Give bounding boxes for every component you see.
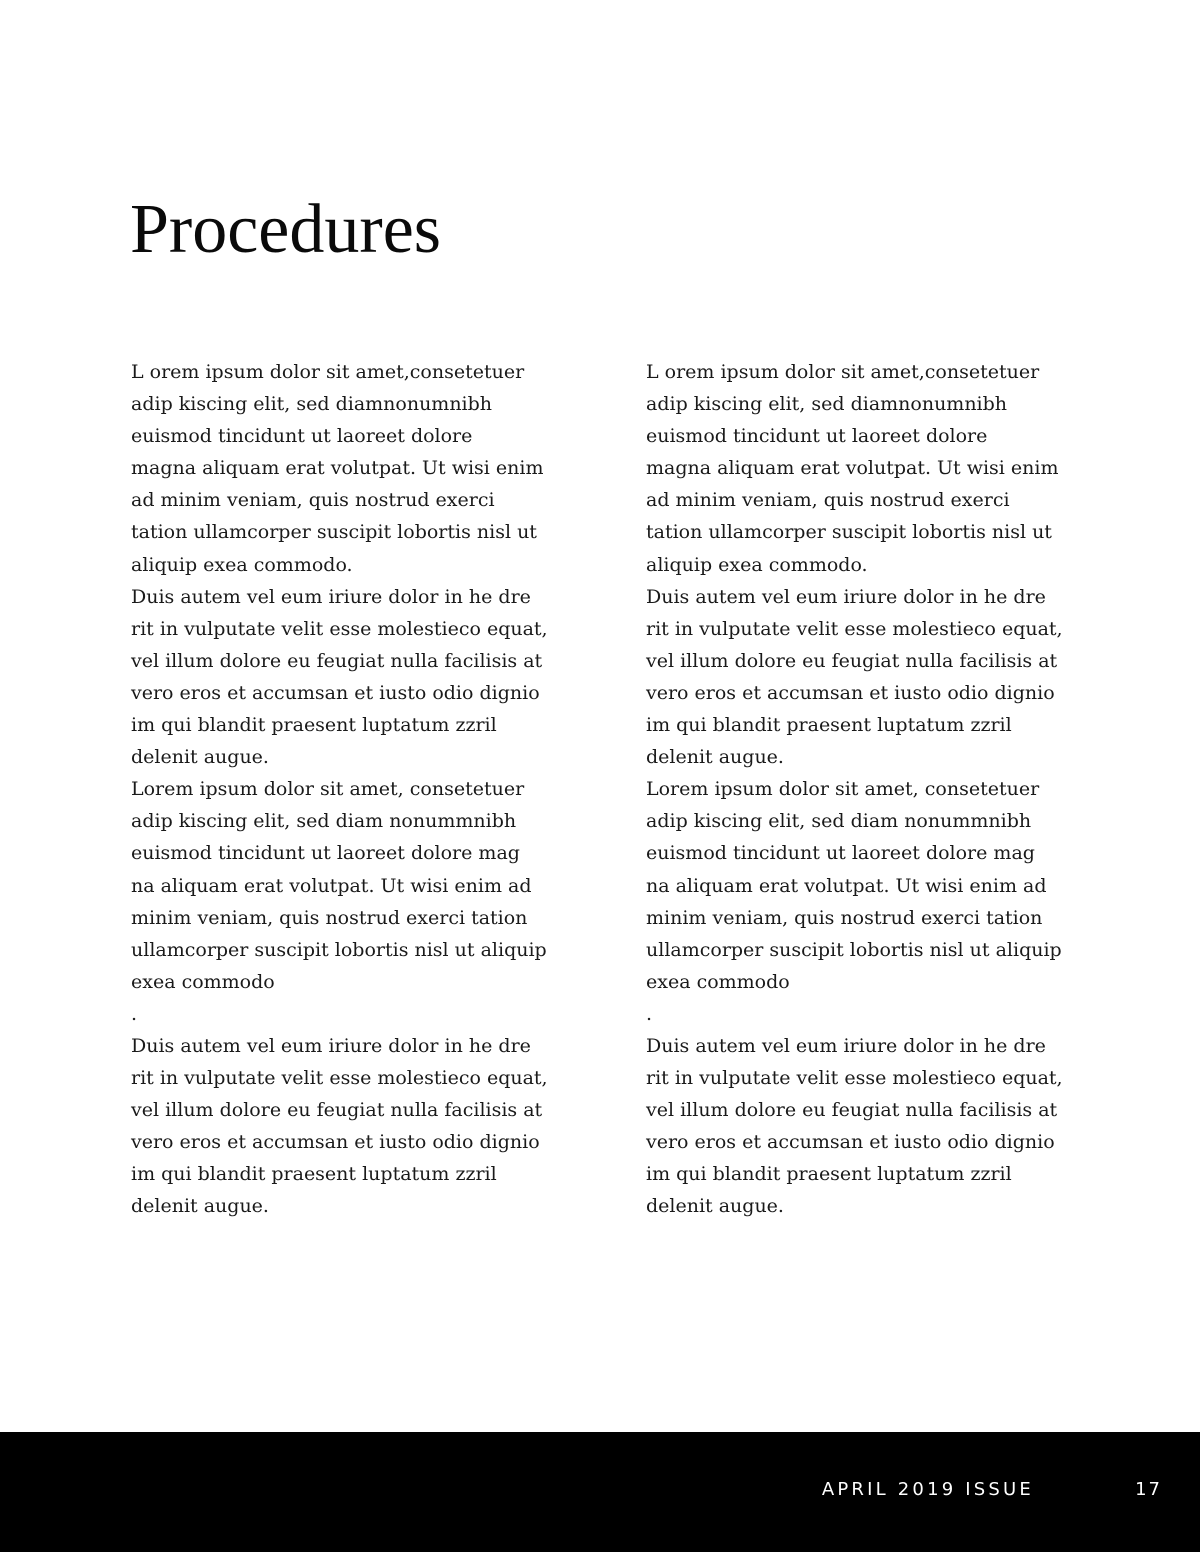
text-line: vero eros et accumsan et iusto odio dignio	[131, 1131, 540, 1154]
text-line: Lorem ipsum dolor sit amet, consetetuer	[131, 778, 525, 801]
footer-bar	[0, 1432, 1200, 1552]
text-line: im qui blandit praesent luptatum zzril	[131, 1163, 497, 1186]
text-line: delenit augue.	[646, 1195, 784, 1218]
text-line: adip kiscing elit, sed diamnonumnibh	[646, 393, 1008, 416]
text-line: adip kiscing elit, sed diam nonummnibh	[646, 810, 1032, 833]
page-number: 17	[1135, 1479, 1162, 1500]
left-text-column	[131, 356, 581, 1223]
text-line: im qui blandit praesent luptatum zzril	[646, 714, 1012, 737]
text-line: adip kiscing elit, sed diamnonumnibh	[131, 393, 493, 416]
text-line: tation ullamcorper suscipit lobortis nisl ut	[646, 521, 1052, 544]
text-line: na aliquam erat volutpat. Ut wisi enim ad	[131, 874, 532, 897]
text-line: im qui blandit praesent luptatum zzril	[646, 1163, 1012, 1186]
text-line: delenit augue.	[646, 746, 784, 769]
text-line: tation ullamcorper suscipit lobortis nisl ut	[131, 521, 537, 544]
text-line: exea commodo	[646, 970, 790, 993]
text-line: vero eros et accumsan et iusto odio dignio	[646, 1131, 1055, 1154]
text-line: Duis autem vel eum iriure dolor in he dre	[131, 585, 531, 608]
text-line: ullamcorper suscipit lobortis nisl ut aliquip	[131, 938, 547, 961]
text-line: aliquip exea commodo.	[131, 553, 353, 576]
text-line: magna aliquam erat volutpat. Ut wisi enim	[646, 457, 1059, 480]
text-line: .	[131, 1002, 138, 1025]
text-line: euismod tincidunt ut laoreet dolore mag	[131, 842, 520, 865]
page-title: Procedures	[130, 191, 442, 268]
text-line: rit in vulputate velit esse molestieco equat,	[646, 617, 1063, 640]
text-line: ullamcorper suscipit lobortis nisl ut aliquip	[646, 938, 1062, 961]
text-line: vero eros et accumsan et iusto odio dignio	[131, 681, 540, 704]
text-line: ad minim veniam, quis nostrud exerci	[646, 489, 1010, 512]
text-line: delenit augue.	[131, 746, 269, 769]
text-line: rit in vulputate velit esse molestieco equat,	[131, 1067, 548, 1090]
text-line: na aliquam erat volutpat. Ut wisi enim ad	[646, 874, 1047, 897]
text-line: vel illum dolore eu feugiat nulla facilisis at	[646, 649, 1058, 672]
text-line: vero eros et accumsan et iusto odio dignio	[646, 681, 1055, 704]
issue-label: APRIL 2019 ISSUE	[821, 1479, 1034, 1500]
text-line: rit in vulputate velit esse molestieco equat,	[646, 1067, 1063, 1090]
text-line: minim veniam, quis nostrud exerci tation	[131, 906, 528, 929]
right-text-column	[646, 356, 1096, 1223]
text-line: Duis autem vel eum iriure dolor in he dre	[646, 1034, 1046, 1057]
text-line: L orem ipsum dolor sit amet,consetetuer	[646, 361, 1040, 383]
text-line: ad minim veniam, quis nostrud exerci	[131, 489, 495, 512]
text-line: adip kiscing elit, sed diam nonummnibh	[131, 810, 517, 833]
text-line: L orem ipsum dolor sit amet,consetetuer	[131, 361, 525, 383]
text-line: euismod tincidunt ut laoreet dolore	[131, 425, 473, 448]
text-line: im qui blandit praesent luptatum zzril	[131, 714, 497, 737]
text-line: Lorem ipsum dolor sit amet, consetetuer	[646, 778, 1040, 801]
text-line: .	[646, 1002, 653, 1025]
text-line: vel illum dolore eu feugiat nulla facilisis at	[131, 649, 543, 672]
text-line: Duis autem vel eum iriure dolor in he dre	[131, 1034, 531, 1057]
text-line: vel illum dolore eu feugiat nulla facilisis at	[646, 1099, 1058, 1122]
text-line: aliquip exea commodo.	[646, 553, 868, 576]
text-line: vel illum dolore eu feugiat nulla facilisis at	[131, 1099, 543, 1122]
text-line: euismod tincidunt ut laoreet dolore mag	[646, 842, 1035, 865]
text-line: euismod tincidunt ut laoreet dolore	[646, 425, 988, 448]
text-line: rit in vulputate velit esse molestieco equat,	[131, 617, 548, 640]
text-line: exea commodo	[131, 970, 275, 993]
text-line: Duis autem vel eum iriure dolor in he dre	[646, 585, 1046, 608]
text-line: delenit augue.	[131, 1195, 269, 1218]
text-line: minim veniam, quis nostrud exerci tation	[646, 906, 1043, 929]
text-line: magna aliquam erat volutpat. Ut wisi enim	[131, 457, 544, 480]
